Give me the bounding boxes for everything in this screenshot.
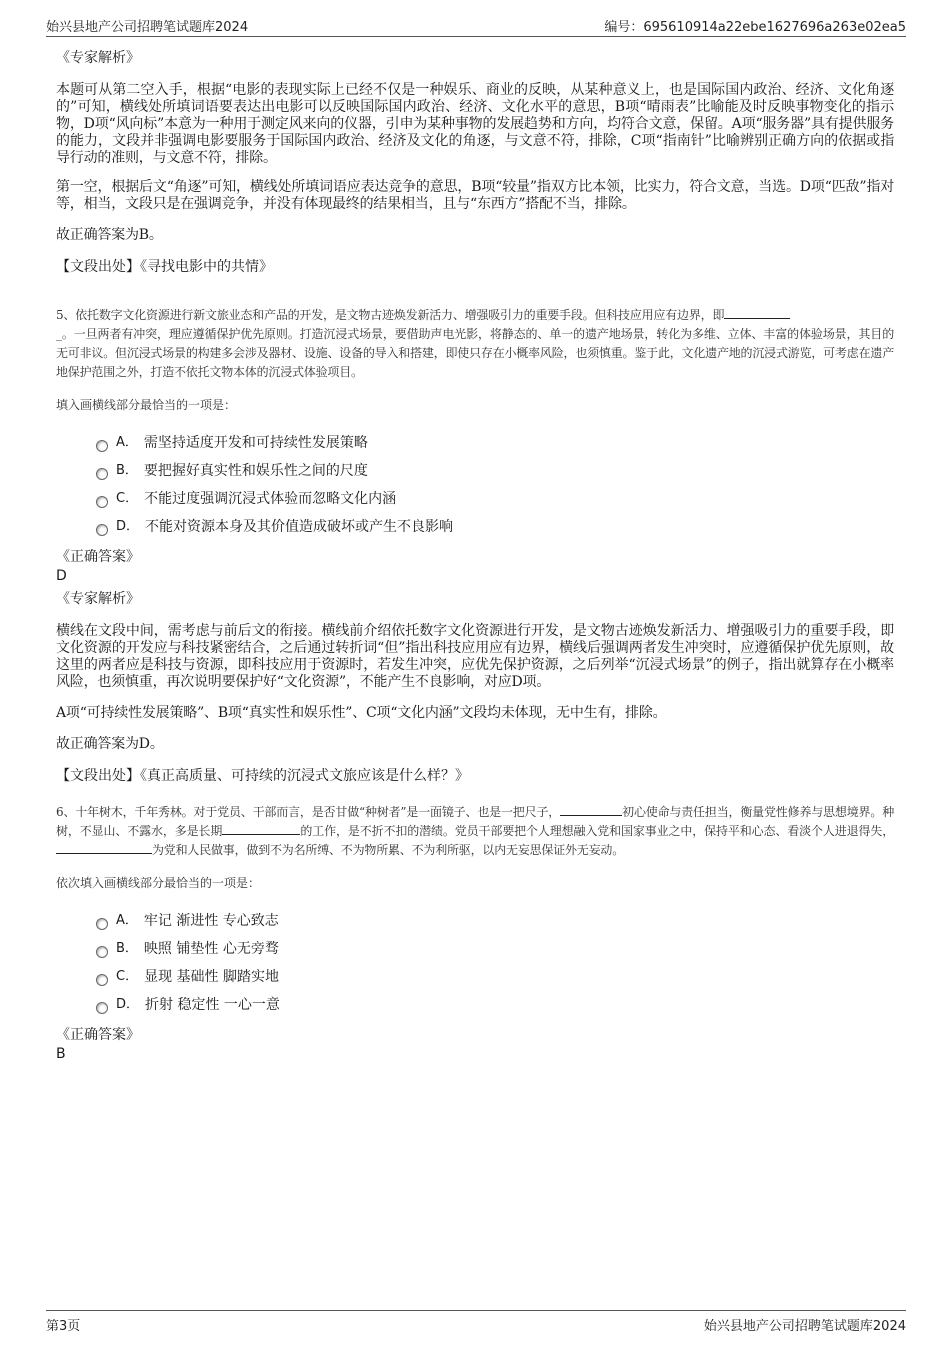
analysis-paragraph: A项“可持续性发展策略”、B项“真实性和娱乐性”、C项“文化内涵”文段均未体现，无中生有，排除。	[56, 705, 667, 721]
radio-icon[interactable]	[96, 496, 108, 508]
analysis-paragraph: 本题可从第二空入手，根据“电影的表现实际上已经不仅是一种娱乐、商业的反映，从某种意义上，也是国际国内政治、经济、文化角逐的”可知，横线处所填词语要表达出电影可以反映国际国内政治、经济、文化水平的意思，B项“晴雨表”比喻能及时反映事物变化的指示物，D项“风向标”本意为一种用于测定风来向的仪器，引申为某种事物的发展趋势和方向，均符合文意，保留。A项“服务器”具有提供服务的能力，文段并非强调电影要服务于国际国内政治、经济及文化的角逐，与文意不符，排除，C项“指南针”比喻辨别正确方向的依据或指导行动的准则，与文意不符，排除。	[56, 82, 894, 166]
fill-blank	[724, 306, 790, 319]
correct-answer-label: 《正确答案》	[56, 1027, 140, 1043]
option-text: 折射 稳定性 一心一意	[145, 997, 280, 1013]
option-letter: A．	[116, 913, 138, 928]
page-header	[46, 14, 906, 37]
expert-analysis-label: 《专家解析》	[56, 50, 140, 66]
radio-icon[interactable]	[96, 946, 108, 958]
question-4-analysis	[56, 48, 894, 276]
fill-blank	[222, 822, 300, 835]
page-content	[56, 44, 894, 1063]
footer-title: 始兴县地产公司招聘笔试题库2024	[703, 1319, 906, 1334]
question-stem-part: 5、依托数字文化资源进行新文旅业态和产品的开发，是文物古迹焕发新活力、增强吸引力的重要手段。但科技应用应有边界，即	[56, 308, 725, 322]
question-stem-part: _。一旦两者有冲突，理应遵循保护优先原则。打造沉浸式场景，要借助声电光影，将静态的、单一的遗产地场景，转化为多维、立体、丰富的体验场景，其目的无可非议。但沉浸式场景的构建多会涉及器材、设施、设备的导入和搭建，即使只存在小概率风险，也须慎重。鉴于此，文化遗产地的沉浸式游览，可考虑在遗产地保护范围之外，打造不依托文物本体的沉浸式体验项目。	[56, 327, 894, 379]
question-stem	[56, 803, 894, 860]
option-letter: B．	[116, 941, 138, 956]
fill-blank	[560, 803, 622, 816]
answer-conclusion: 故正确答案为B。	[56, 227, 163, 243]
option-letter: A．	[116, 435, 138, 450]
option-b[interactable]	[96, 935, 894, 963]
option-text: 映照 铺垫性 心无旁骛	[143, 941, 279, 957]
option-d[interactable]	[96, 513, 894, 541]
header-title: 始兴县地产公司招聘笔试题库2024	[46, 20, 249, 35]
option-text: 需坚持适度开发和可持续性发展策略	[143, 435, 368, 451]
options-list	[96, 907, 894, 1019]
radio-icon[interactable]	[96, 440, 108, 452]
option-text: 不能过度强调沉浸式体验而忽略文化内涵	[144, 491, 397, 507]
question-prompt: 填入画横线部分最恰当的一项是：	[56, 398, 237, 412]
analysis-paragraph: 第一空，根据后文“角逐”可知，横线处所填词语应表达竞争的意思，B项“较量”指双方比本领，比实力，符合文意，当选。D项“匹敌”指对等，相当，文段只是在强调竞争，并没有体现最终的结果相当，且与“东西方”搭配不当，排除。	[56, 179, 894, 212]
options-list	[96, 429, 894, 541]
option-letter: C．	[116, 969, 139, 984]
radio-icon[interactable]	[96, 918, 108, 930]
question-prompt: 依次填入画横线部分最恰当的一项是：	[56, 876, 261, 890]
passage-source: 【文段出处】《寻找电影中的共情》	[56, 259, 273, 275]
analysis-paragraph: 横线在文段中间，需考虑与前后文的衔接。横线前介绍依托数字文化资源进行开发，是文物古迹焕发新活力、增强吸引力的重要手段，即文化资源的开发应与科技紧密结合，之后通过转折词“但”指出科技应用应有边界，横线后强调两者发生冲突时，应遵循保护优先原则，故这里的两者应是科技与资源，即科技应用于资源时，若发生冲突，应优先保护资源，之后列举“沉浸式场景”的例子，指出就算存在小概率风险，也须慎重，再次说明要保护好“文化资源”，不能产生不良影响，对应D项。	[56, 623, 894, 690]
fill-blank	[56, 841, 152, 854]
correct-answer-label: 《正确答案》	[56, 549, 140, 565]
option-text: 牢记 渐进性 专心致志	[143, 913, 279, 929]
radio-icon[interactable]	[96, 524, 108, 536]
question-stem-part: 为党和人民做事，做到不为名所缚、不为物所累、不为利所驱，以内无妄思保证外无妄动。	[152, 843, 625, 857]
page-number: 第3页	[46, 1319, 81, 1334]
option-d[interactable]	[96, 991, 894, 1019]
option-c[interactable]	[96, 963, 894, 991]
correct-answer: D	[56, 568, 67, 584]
question-5	[56, 306, 894, 785]
question-stem	[56, 306, 894, 382]
page-footer	[46, 1310, 906, 1333]
option-text: 显现 基础性 脚踏实地	[144, 969, 279, 985]
option-a[interactable]	[96, 429, 894, 457]
option-letter: B．	[116, 463, 138, 478]
option-text: 要把握好真实性和娱乐性之间的尺度	[143, 463, 368, 479]
radio-icon[interactable]	[96, 1002, 108, 1014]
radio-icon[interactable]	[96, 974, 108, 986]
header-doc-id: 编号：695610914a22ebe1627696a263e02ea5	[604, 20, 906, 35]
expert-analysis-label: 《专家解析》	[56, 591, 140, 607]
question-stem-part: 初心使命与责任担当，衡量党性修养与思想境界。种树，不显山、不露水，多是长期	[56, 805, 895, 838]
answer-conclusion: 故正确答案为D。	[56, 736, 164, 752]
option-a[interactable]	[96, 907, 894, 935]
option-text: 不能对资源本身及其价值造成破坏或产生不良影响	[145, 519, 454, 535]
passage-source: 【文段出处】《真正高质量、可持续的沉浸式文旅应该是什么样？》	[56, 768, 469, 784]
question-stem-part: 的工作，是不折不扣的潜绩。党员干部要把个人理想融入党和国家事业之中，保持平和心态、看淡个人进退得失，	[300, 824, 894, 838]
question-stem-part: 6、十年树木，千年秀林。对于党员、干部而言，是否甘做“种树者”是一面镜子、也是一把尺子，	[56, 805, 561, 819]
option-letter: D．	[116, 519, 140, 534]
radio-icon[interactable]	[96, 468, 108, 480]
option-c[interactable]	[96, 485, 894, 513]
option-letter: C．	[116, 491, 139, 506]
option-letter: D．	[116, 997, 140, 1012]
question-6	[56, 803, 894, 1063]
option-b[interactable]	[96, 457, 894, 485]
correct-answer: B	[56, 1046, 66, 1062]
